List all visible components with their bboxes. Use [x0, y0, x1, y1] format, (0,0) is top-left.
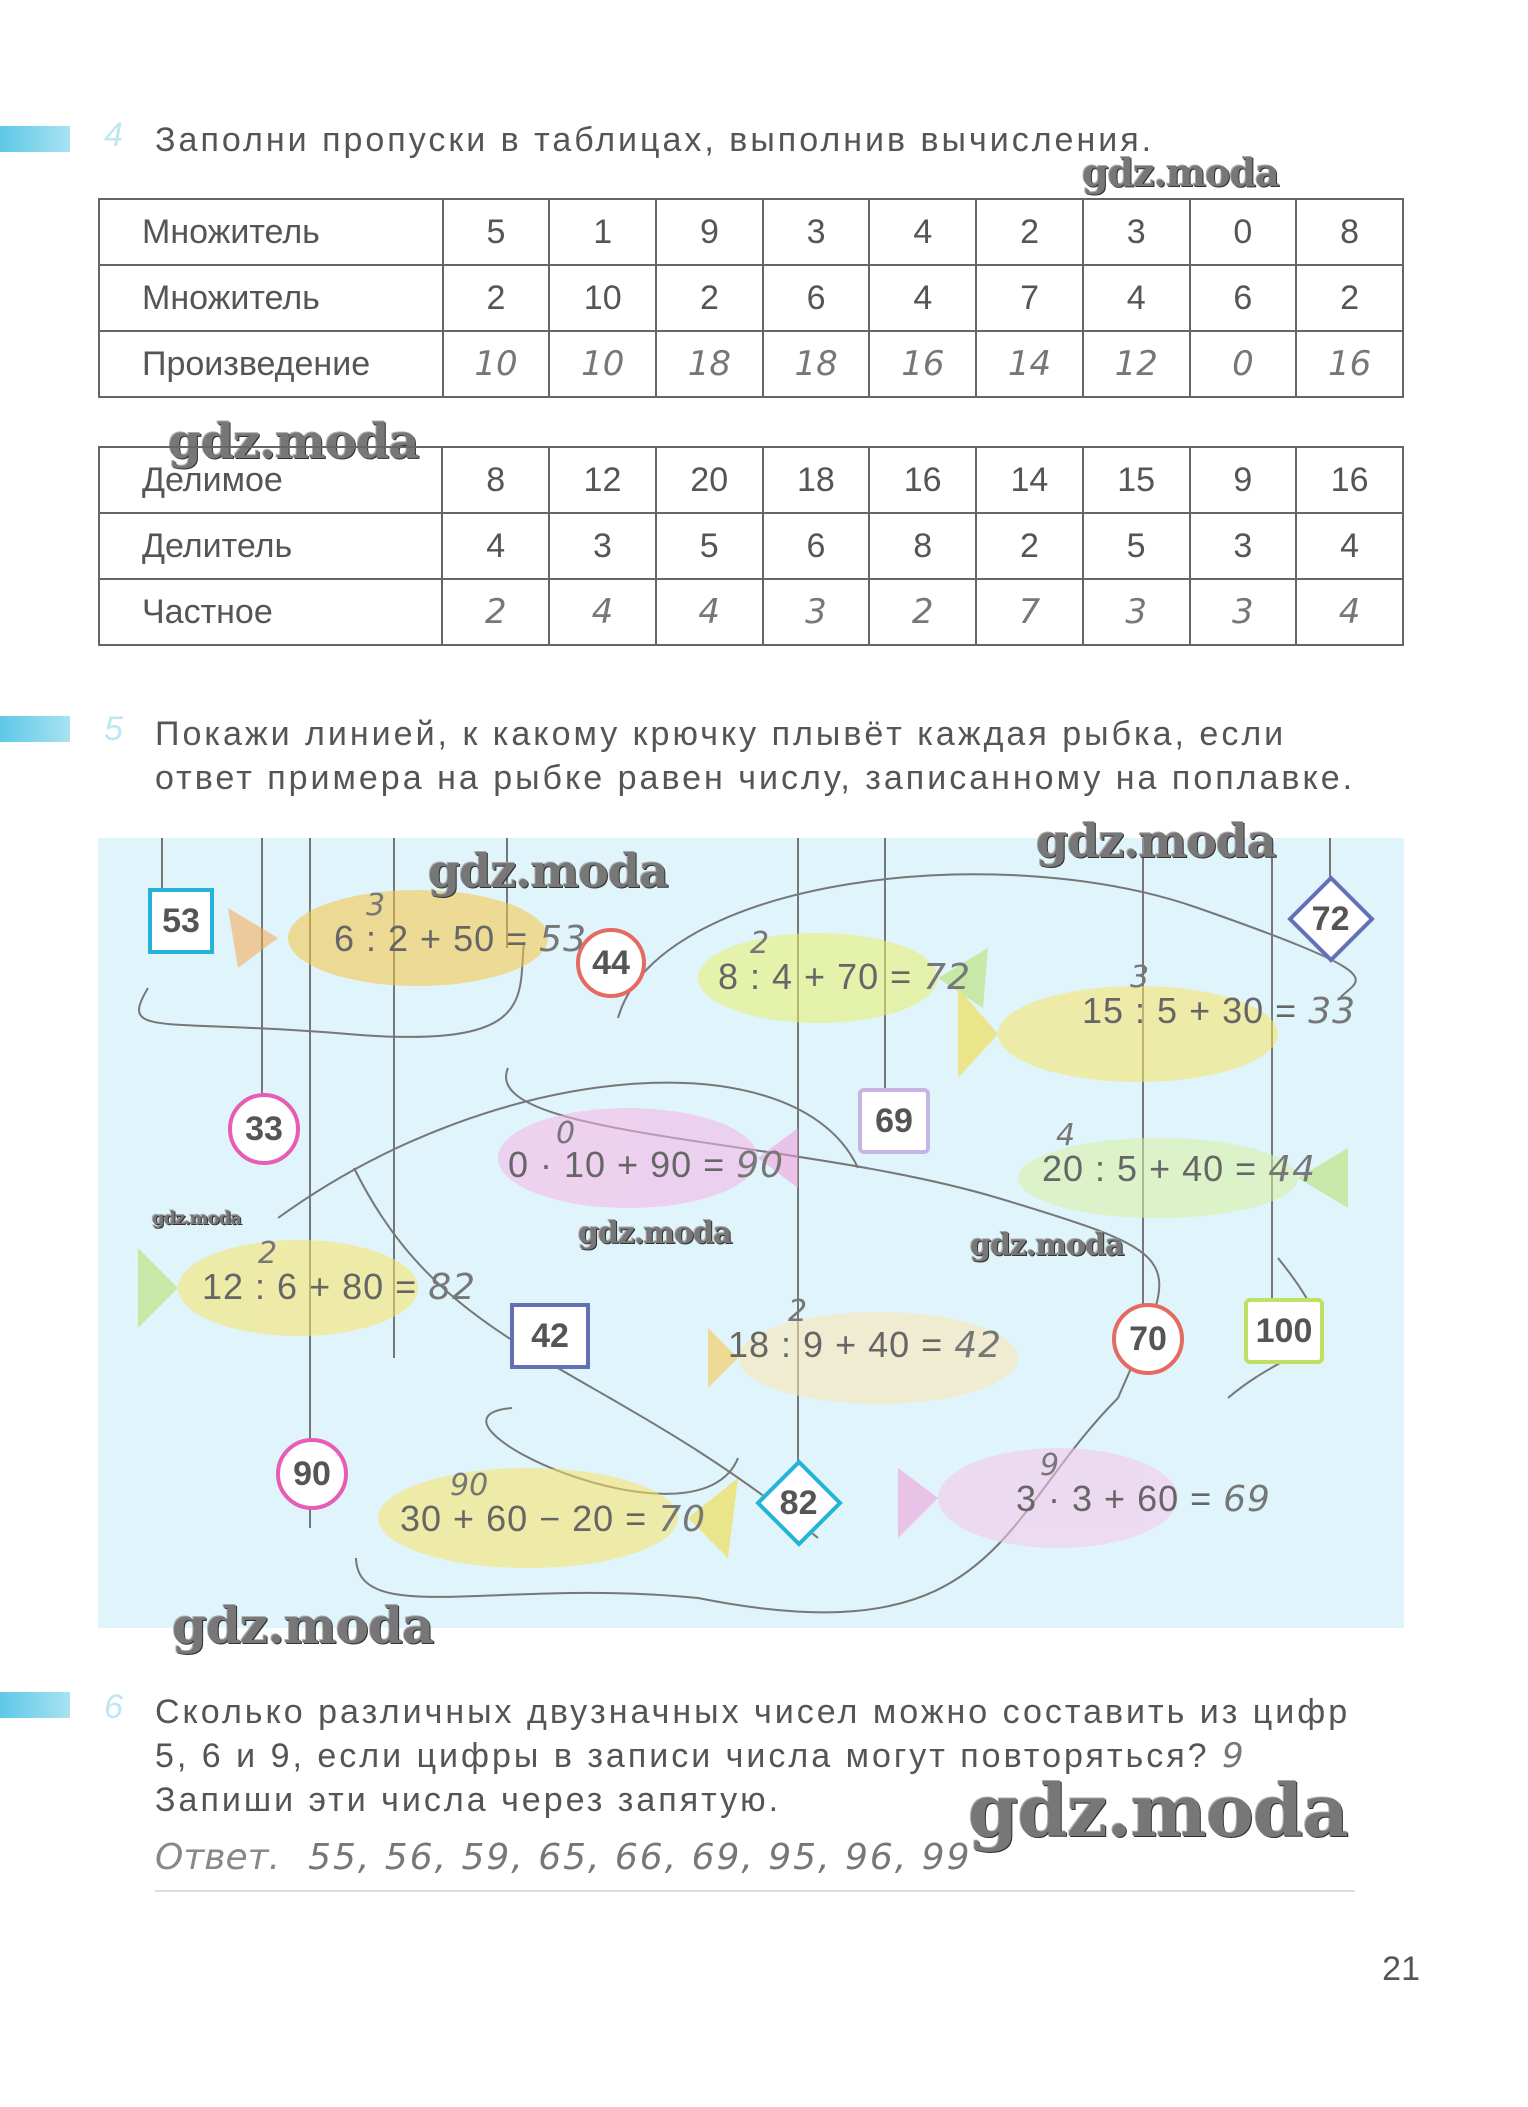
table-cell: 10: [549, 265, 656, 331]
table-cell: 4: [1296, 513, 1403, 579]
table-cell: 20: [656, 447, 763, 513]
float-33: 33: [228, 1093, 300, 1165]
answer-cell: 4: [1296, 579, 1403, 645]
row-label: Делимое: [99, 447, 442, 513]
answer-cell: 4: [549, 579, 656, 645]
task4-text: Заполни пропуски в таблицах, выполнив вычисления.: [155, 121, 1155, 159]
row-label: Произведение: [99, 331, 443, 397]
table-cell: 3: [1190, 513, 1297, 579]
table-cell: 2: [976, 513, 1083, 579]
float-72: 72: [1287, 875, 1375, 963]
row-label: Множитель: [99, 199, 443, 265]
float-90: 90: [276, 1438, 348, 1510]
table-cell: 0: [1190, 199, 1297, 265]
table-cell: 8: [1296, 199, 1403, 265]
table-cell: 4: [442, 513, 549, 579]
fish-expression: 3 · 3 + 60 = 69: [1016, 1478, 1271, 1520]
answer-cell: 3: [763, 579, 870, 645]
fish-expression: 8 : 4 + 70 = 72: [718, 956, 971, 998]
table-cell: 8: [869, 513, 976, 579]
fish-hint: 9: [1040, 1448, 1060, 1483]
task-marker: [0, 126, 70, 152]
table-cell: 16: [1296, 447, 1403, 513]
float-53: 53: [148, 888, 214, 954]
float-42: 42: [510, 1303, 590, 1369]
row-label: Частное: [99, 579, 442, 645]
watermark: gdz.moda: [152, 1208, 241, 1229]
float-82: 82: [755, 1459, 843, 1547]
table-cell: 2: [443, 265, 550, 331]
fish-hint: 3: [1130, 960, 1150, 995]
answer-cell: 2: [869, 579, 976, 645]
table-cell: 3: [1083, 199, 1190, 265]
watermark: gdz.moda: [168, 414, 419, 470]
fish-hint: 4: [1056, 1118, 1076, 1153]
table-row: [99, 265, 1403, 331]
table-cell: 12: [549, 447, 656, 513]
table-cell: 6: [1190, 265, 1297, 331]
float-70: 70: [1112, 1303, 1184, 1375]
fish-hint: 2: [258, 1236, 278, 1271]
row-label: Делитель: [99, 513, 442, 579]
fish-expression: 20 : 5 + 40 = 44: [1042, 1148, 1316, 1190]
fish-expression: 0 · 10 + 90 = 90: [508, 1144, 784, 1186]
answer-cell: 12: [1083, 331, 1190, 397]
table-cell: 2: [1296, 265, 1403, 331]
watermark: gdz.moda: [968, 1768, 1348, 1853]
fish-hint: 90: [450, 1468, 489, 1503]
task-number: 4: [104, 116, 123, 154]
table-cell: 18: [763, 447, 870, 513]
answer-cell: 18: [656, 331, 763, 397]
watermark: gdz.moda: [172, 1596, 434, 1655]
answer-cell: 0: [1190, 331, 1297, 397]
answer-cell: 7: [976, 579, 1083, 645]
table-cell: 3: [549, 513, 656, 579]
table-cell: 4: [869, 265, 976, 331]
answer-label: Ответ.: [155, 1837, 281, 1878]
watermark: gdz.moda: [1036, 814, 1276, 868]
multiplication-table: [98, 198, 1404, 398]
task5-text-line2: ответ примера на рыбке равен числу, записанному на поплавке.: [155, 759, 1356, 797]
row-label: Множитель: [99, 265, 443, 331]
table-cell: 3: [763, 199, 870, 265]
table-row: [99, 447, 1403, 513]
fish-expression: 30 + 60 − 20 = 70: [400, 1498, 707, 1540]
table-cell: 1: [549, 199, 656, 265]
watermark: gdz.moda: [1082, 150, 1279, 195]
table-cell: 8: [442, 447, 549, 513]
answer-cell: 16: [869, 331, 976, 397]
answer-cell: 2: [442, 579, 549, 645]
table-cell: 2: [656, 265, 763, 331]
table-cell: 14: [976, 447, 1083, 513]
table-cell: 16: [869, 447, 976, 513]
table-cell: 2: [976, 199, 1083, 265]
answer-cell: 10: [549, 331, 656, 397]
page-number: 21: [1382, 1950, 1420, 1988]
table-cell: 4: [1083, 265, 1190, 331]
answer-cell: 4: [656, 579, 763, 645]
watermark: gdz.moda: [970, 1228, 1124, 1263]
pond-illustration: [98, 814, 1404, 1628]
table-cell: 7: [976, 265, 1083, 331]
answer-line: [155, 1836, 971, 1878]
fish-hint: 3: [366, 888, 386, 923]
watermark: gdz.moda: [428, 844, 668, 898]
table-cell: 5: [656, 513, 763, 579]
table-cell: 6: [763, 265, 870, 331]
table-row: [99, 513, 1403, 579]
float-69: 69: [858, 1088, 930, 1154]
table-cell: 4: [869, 199, 976, 265]
table-cell: 15: [1083, 447, 1190, 513]
task-marker: [0, 1692, 70, 1718]
fish-hint: 2: [750, 926, 770, 961]
answer-cell: 16: [1296, 331, 1403, 397]
fish-hint: 2: [788, 1294, 808, 1329]
float-100: 100: [1244, 1298, 1324, 1364]
table-cell: 5: [1083, 513, 1190, 579]
answer-cell: 14: [976, 331, 1083, 397]
task6-line3: Запиши эти числа через запятую.: [155, 1781, 782, 1819]
answer-underline: [155, 1890, 1355, 1892]
float-44: 44: [576, 928, 646, 998]
answer-cell: 3: [1190, 579, 1297, 645]
fish-expression: 6 : 2 + 50 = 53: [334, 918, 587, 960]
task-marker: [0, 716, 70, 742]
task-number: 6: [104, 1688, 123, 1726]
table-row: [99, 579, 1403, 645]
answer-cell: 3: [1083, 579, 1190, 645]
table-row: [99, 331, 1403, 397]
table-row: [99, 199, 1403, 265]
task6-line1: Сколько различных двузначных чисел можно составить из цифр: [155, 1693, 1351, 1731]
table-cell: 6: [763, 513, 870, 579]
fish-expression: 18 : 9 + 40 = 42: [728, 1324, 1002, 1366]
answer-cell: 18: [763, 331, 870, 397]
fish-expression: 15 : 5 + 30 = 33: [1082, 990, 1356, 1032]
fish-expression: 12 : 6 + 80 = 82: [202, 1266, 476, 1308]
table-cell: 9: [656, 199, 763, 265]
task6-line2: 5, 6 и 9, если цифры в записи числа могут повторяться? 9: [155, 1736, 1247, 1776]
table-cell: 9: [1190, 447, 1297, 513]
division-table: [98, 446, 1404, 646]
task5-text-line1: Покажи линией, к какому крючку плывёт каждая рыбка, если: [155, 715, 1287, 753]
task-number: 5: [104, 710, 123, 748]
answer-cell: 10: [443, 331, 550, 397]
watermark: gdz.moda: [578, 1216, 732, 1251]
table-cell: 5: [443, 199, 550, 265]
answer-value: 55, 56, 59, 65, 66, 69, 95, 96, 99: [308, 1837, 972, 1878]
fish-hint: 0: [556, 1116, 576, 1151]
